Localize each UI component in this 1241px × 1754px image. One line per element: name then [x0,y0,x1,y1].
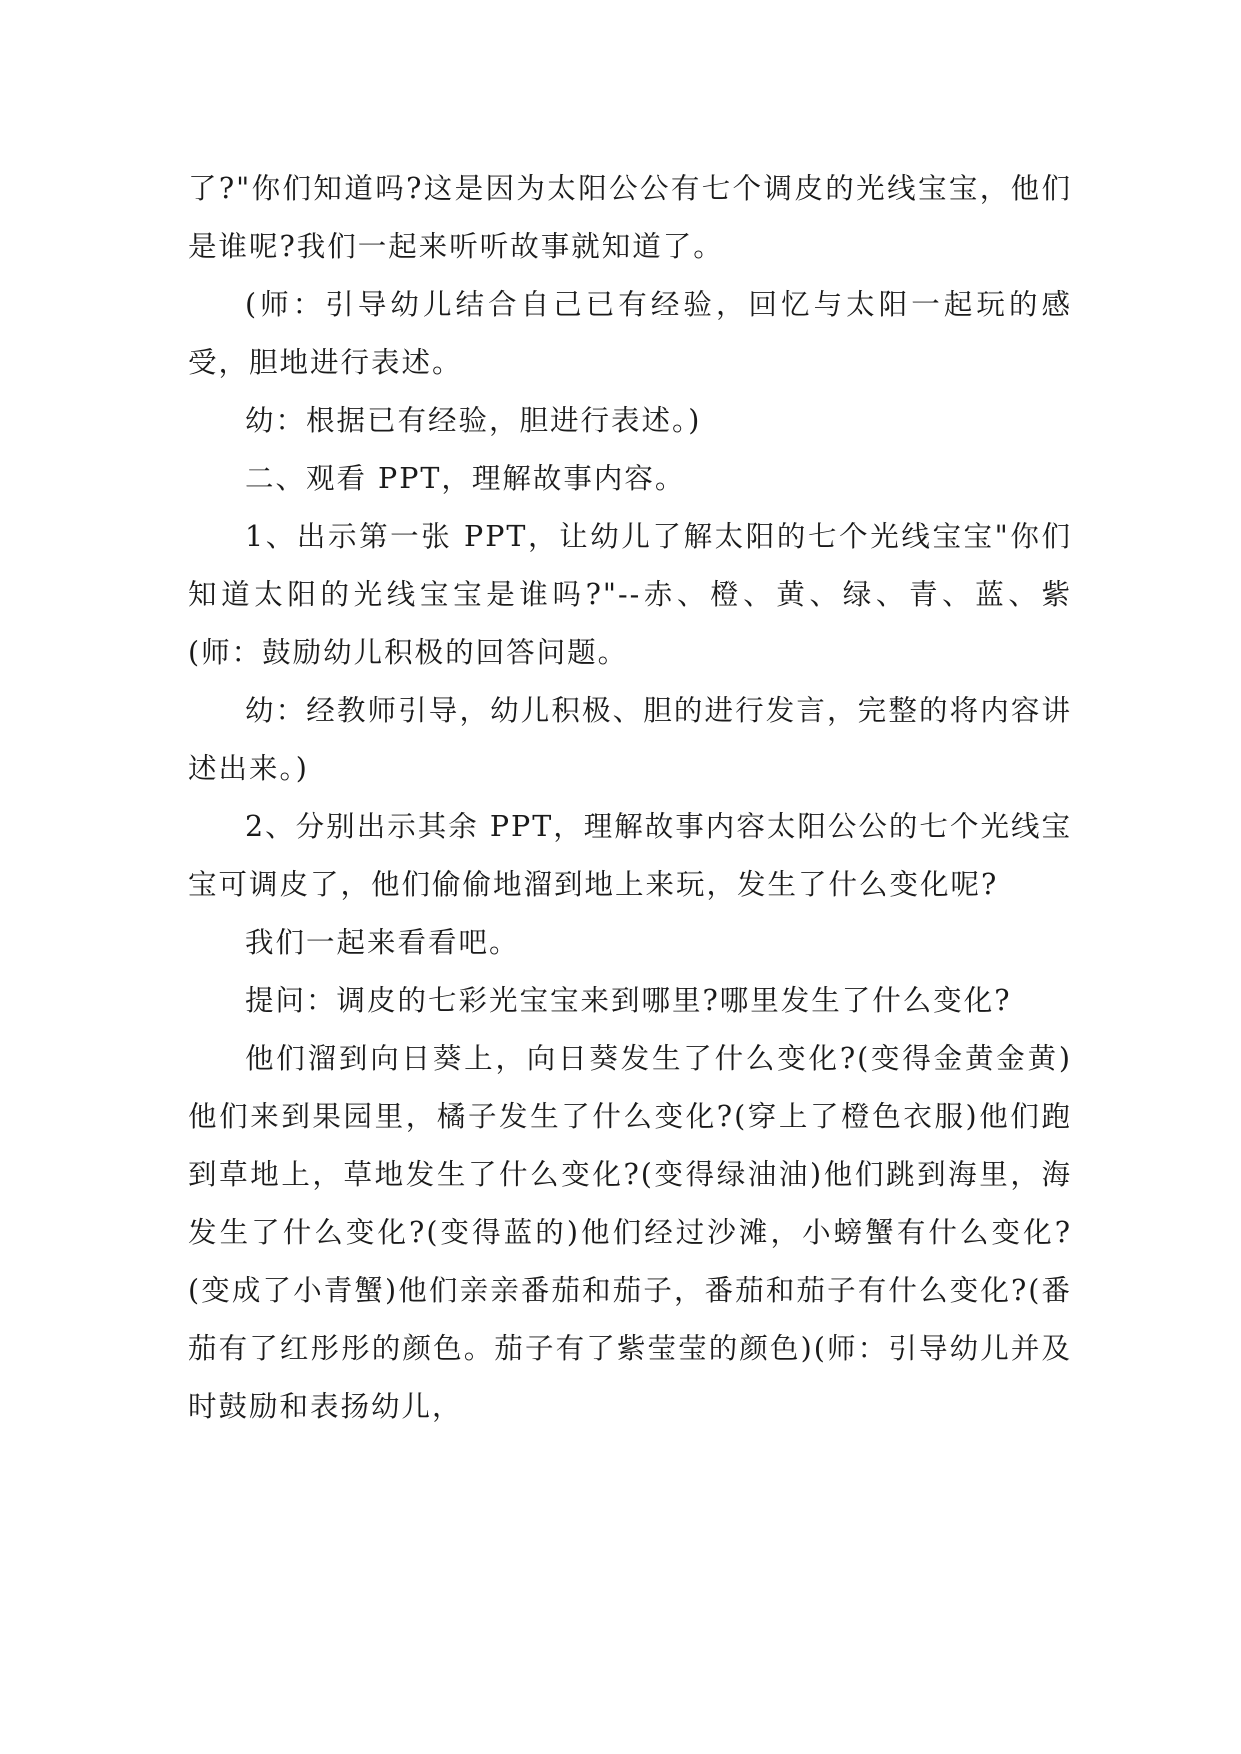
paragraph: 提问：调皮的七彩光宝宝来到哪里?哪里发生了什么变化? [245,984,1012,1017]
paragraph: 他们溜到向日葵上，向日葵发生了什么变化?(变得金黄金黄)他们来到果园里，橘子发生了什么变化?(穿上了橙色衣服)他们跑到草地上，草地发生了什么变化?(变得绿油油)他们跳到海里，海发生了什么变化?(变得蓝的)他们经过沙滩，小螃蟹有什么变化?(变成了小青蟹)他们亲亲番茄和茄子，番茄和茄子有什么变化?(番茄有了红彤彤的颜色。茄子有了紫莹莹的颜色)(师：引导幼儿并及时鼓励和表扬幼儿， [188,1042,1072,1423]
paragraph: 幼：经教师引导，幼儿积极、胆的进行发言，完整的将内容讲述出来。) [188,694,1072,785]
paragraph: 了?"你们知道吗?这是因为太阳公公有七个调皮的光线宝宝，他们是谁呢?我们一起来听听故事就知道了。 [188,172,1072,263]
paragraph: (师：引导幼儿结合自己已有经验，回忆与太阳一起玩的感受，胆地进行表述。 [188,288,1072,379]
section-heading: 二、观看 PPT，理解故事内容。 [245,462,686,495]
document-body [188,160,1072,1436]
paragraph: 1、出示第一张 PPT，让幼儿了解太阳的七个光线宝宝"你们知道太阳的光线宝宝是谁吗?"--赤、橙、黄、绿、青、蓝、紫(师：鼓励幼儿积极的回答问题。 [188,520,1072,669]
paragraph: 幼：根据已有经验，胆进行表述。) [245,404,702,437]
paragraph: 我们一起来看看吧。 [245,926,520,959]
paragraph: 2、分别出示其余 PPT，理解故事内容太阳公公的七个光线宝宝可调皮了，他们偷偷地溜到地上来玩，发生了什么变化呢? [188,810,1072,901]
